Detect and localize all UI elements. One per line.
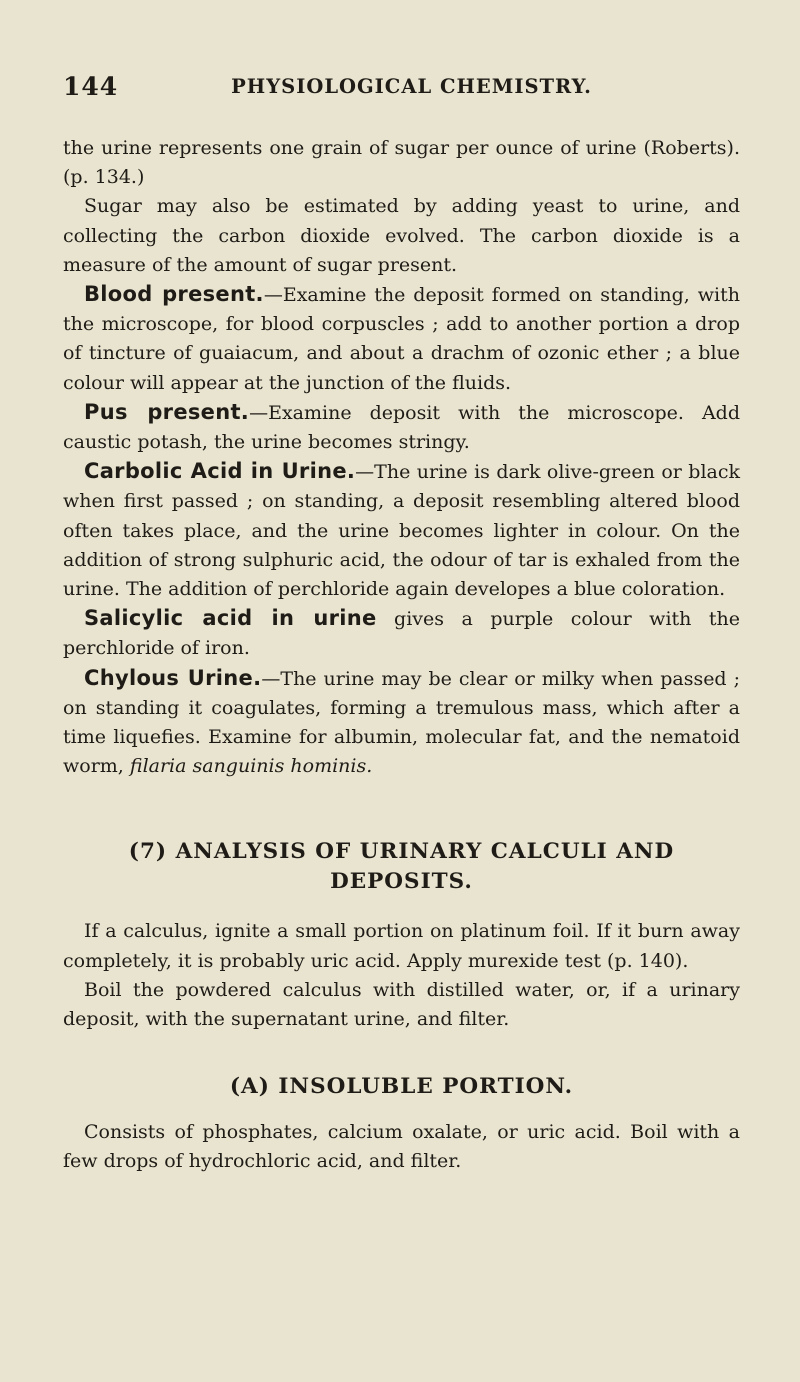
blood-text: —Examine the deposit formed on standing, with the microscope, for blood corpuscles ; add to another portion a drop of tincture of guaiacum, and about a drachm of ozonic ether ; a blue colour will appear at the junction of the fluids.	[63, 284, 740, 394]
section-heading-insoluble: (A) INSOLUBLE PORTION.	[229, 1074, 574, 1100]
paragraph-salicylic	[63, 604, 740, 663]
paragraph-pus	[63, 398, 740, 457]
page-number: 144	[63, 72, 119, 101]
salicylic-lead: Salicylic acid in urine	[84, 606, 377, 631]
running-head: PHYSIOLOGICAL CHEMISTRY.	[231, 75, 592, 98]
paragraph-yeast: Sugar may also be estimated by adding yeast to urine, and collecting the carbon dioxide evolved. The carbon dioxide is a measure of the amount of sugar present.	[63, 195, 740, 276]
paragraph-carbolic	[63, 457, 740, 604]
book-page	[0, 72, 800, 1382]
paragraph-insoluble: Consists of phosphates, calcium oxalate, or uric acid. Boil with a few drops of hydrochloric acid, and filter.	[63, 1121, 740, 1173]
page-header	[63, 72, 740, 106]
body-text	[63, 134, 740, 1177]
pus-lead: Pus present.	[84, 399, 250, 424]
chylous-lead: Chylous Urine.	[84, 665, 262, 690]
paragraph-continued: the urine represents one grain of sugar per ounce of urine (Roberts). (p. 134.)	[63, 137, 740, 189]
paragraph-calculus-boil: Boil the powdered calculus with distilled water, or, if a urinary deposit, with the supernatant urine, and filter.	[63, 978, 740, 1031]
paragraph-calculus-ignite: If a calculus, ignite a small portion on platinum foil. If it burn away completely, it is probably uric acid. Apply murexide test (p. 140).	[63, 920, 740, 972]
salicylic-text: gives a purple colour with the perchloride of iron.	[63, 608, 741, 660]
blood-lead: Blood present.	[84, 282, 264, 307]
section-heading-calculi: (7) ANALYSIS OF URINARY CALCULI AND DEPOSITS.	[128, 839, 675, 895]
paragraph-blood	[63, 280, 740, 398]
paragraph-chylous	[63, 664, 740, 782]
chylous-text: —The urine may be clear or milky when passed ; on standing it coagulates, forming a tremulous mass, which after a time liquefies. Examine for albumin, molecular fat, and the nematoid worm,	[63, 667, 741, 778]
chylous-italic: filaria sanguinis hominis.	[129, 755, 373, 778]
pus-text: —Examine deposit with the microscope. Add caustic potash, the urine becomes stringy.	[63, 401, 741, 454]
carbolic-text: —The urine is dark olive-green or black when first passed ; on standing, a deposit resembling altered blood often takes place, and the urine becomes lighter in colour. On the addition of strong sulphuric acid, the odour of tar is exhaled from the urine. The addition of perchloride again developes a blue coloration.	[63, 461, 741, 601]
carbolic-lead: Carbolic Acid in Urine.	[84, 459, 356, 484]
